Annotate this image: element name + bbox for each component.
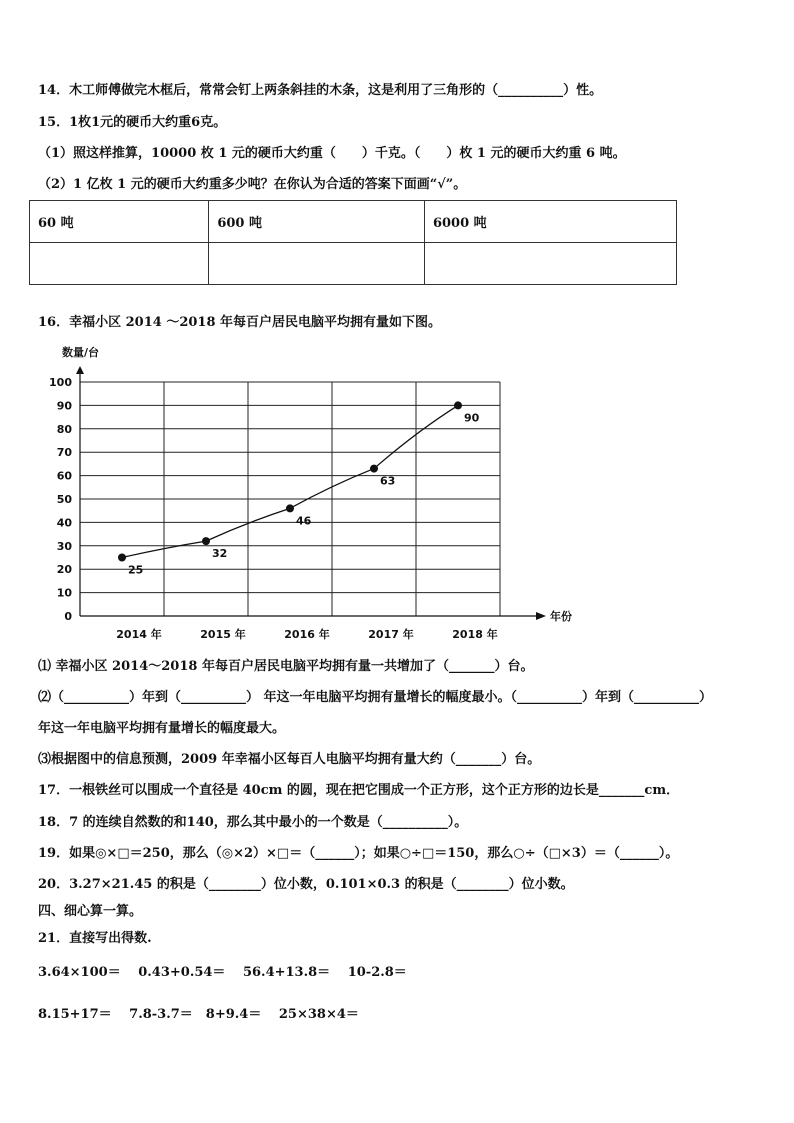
line-chart — [30, 340, 572, 650]
y-tick-label: 80 — [56, 422, 72, 436]
question-16-part-1: ⑴ 幸福小区 2014～2018 年每百户居民电脑平均拥有量一共增加了（_______）台。 — [38, 659, 534, 674]
question-15-part-2: （2）1 亿枚 1 元的硬币大约重多少吨？在你认为合适的答案下面画“√”。 — [38, 177, 467, 192]
question-16-part-2b: 年这一年电脑平均拥有量增长的幅度最大。 — [38, 721, 286, 736]
data-point — [454, 401, 462, 409]
x-axis-label: 年份 — [550, 610, 572, 623]
question-16-part-3: ⑶根据图中的信息预测，2009 年幸福小区每百人电脑平均拥有量大约（_______）台。 — [38, 752, 541, 767]
data-point — [286, 504, 294, 512]
answer-cell[interactable] — [424, 243, 676, 285]
x-tick-labels — [116, 627, 497, 641]
y-tick-labels — [49, 376, 72, 623]
series-line — [122, 405, 458, 557]
answer-cell[interactable] — [30, 243, 209, 285]
option-cell: 600 吨 — [209, 201, 425, 243]
data-label: 46 — [296, 514, 312, 528]
option-cell: 60 吨 — [30, 201, 209, 243]
question-18: 18．7 的连续自然数的和140，那么其中最小的一个数是（__________）。 — [38, 815, 468, 830]
y-tick-label: 20 — [56, 563, 72, 577]
question-20: 20．3.27×21.45 的积是（________）位小数，0.101×0.3 的积是（________）位小数。 — [38, 877, 574, 892]
y-tick-label: 10 — [56, 586, 72, 600]
options-answer-row — [30, 243, 677, 285]
answer-options-table — [29, 200, 677, 285]
series-path — [122, 405, 458, 557]
question-15-title: 15．1枚1元的硬币大约重6克。 — [38, 115, 227, 130]
x-tick-label: 2014 年 — [116, 628, 162, 641]
y-tick-label: 30 — [56, 539, 72, 553]
question-15-part-1: （1）照这样推算，10000 枚 1 元的硬币大约重（ ）千克。（ ）枚 1 元的硬币大约重 6 吨。 — [38, 146, 626, 161]
y-tick-label: 40 — [56, 516, 72, 530]
question-16-part-2a: ⑵（__________）年到（__________） 年这一年电脑平均拥有量增长的幅度最小。（__________）年到（__________） — [38, 690, 713, 705]
question-16-title: 16．幸福小区 2014 ～2018 年每百户居民电脑平均拥有量如下图。 — [38, 315, 442, 330]
x-tick-label: 2015 年 — [200, 628, 246, 641]
calc-row-1: 3.64×100＝ 0.43+0.54＝ 56.4+13.8＝ 10-2.8＝ — [38, 965, 407, 980]
chart-axes — [76, 366, 546, 620]
x-tick-label: 2018 年 — [452, 628, 498, 641]
section-heading: 四、细心算一算。 — [38, 904, 143, 919]
question-19: 19．如果◎×□＝250，那么（◎×2）×□＝（______）；如果○÷□＝150，那么○÷（□×3）＝（______）。 — [38, 846, 679, 861]
data-label: 25 — [128, 563, 144, 577]
data-point — [118, 554, 126, 562]
question-21-title: 21．直接写出得数. — [38, 931, 152, 946]
y-tick-label: 0 — [64, 610, 72, 623]
data-label: 90 — [464, 411, 480, 425]
x-axis-arrow — [536, 612, 546, 620]
chart-grid — [80, 382, 500, 616]
y-tick-label: 70 — [56, 446, 72, 460]
data-point — [370, 465, 378, 473]
x-tick-label: 2016 年 — [284, 628, 330, 641]
option-cell: 6000 吨 — [424, 201, 676, 243]
calc-row-2: 8.15+17＝ 7.8-3.7＝ 8+9.4＝ 25×38×4＝ — [38, 1007, 359, 1022]
answer-cell[interactable] — [209, 243, 425, 285]
question-17: 17．一根铁丝可以围成一个直径是 40cm 的圆，现在把它围成一个正方形，这个正方形的边长是_______cm． — [38, 783, 680, 798]
x-tick-label: 2017 年 — [368, 628, 414, 641]
y-axis-arrow — [76, 366, 84, 374]
data-label: 63 — [380, 474, 396, 488]
y-tick-label: 50 — [56, 493, 72, 506]
question-14: 14．木工师傅做完木框后，常常会钉上两条斜挂的木条，这是利用了三角形的（__________）性。 — [38, 83, 603, 98]
y-tick-label: 90 — [56, 399, 72, 413]
y-tick-label: 60 — [56, 469, 72, 483]
options-header-row — [30, 201, 677, 243]
y-tick-label: 100 — [49, 376, 72, 389]
data-label: 32 — [212, 547, 228, 561]
y-axis-label: 数量/台 — [62, 346, 100, 359]
data-point — [202, 537, 210, 545]
